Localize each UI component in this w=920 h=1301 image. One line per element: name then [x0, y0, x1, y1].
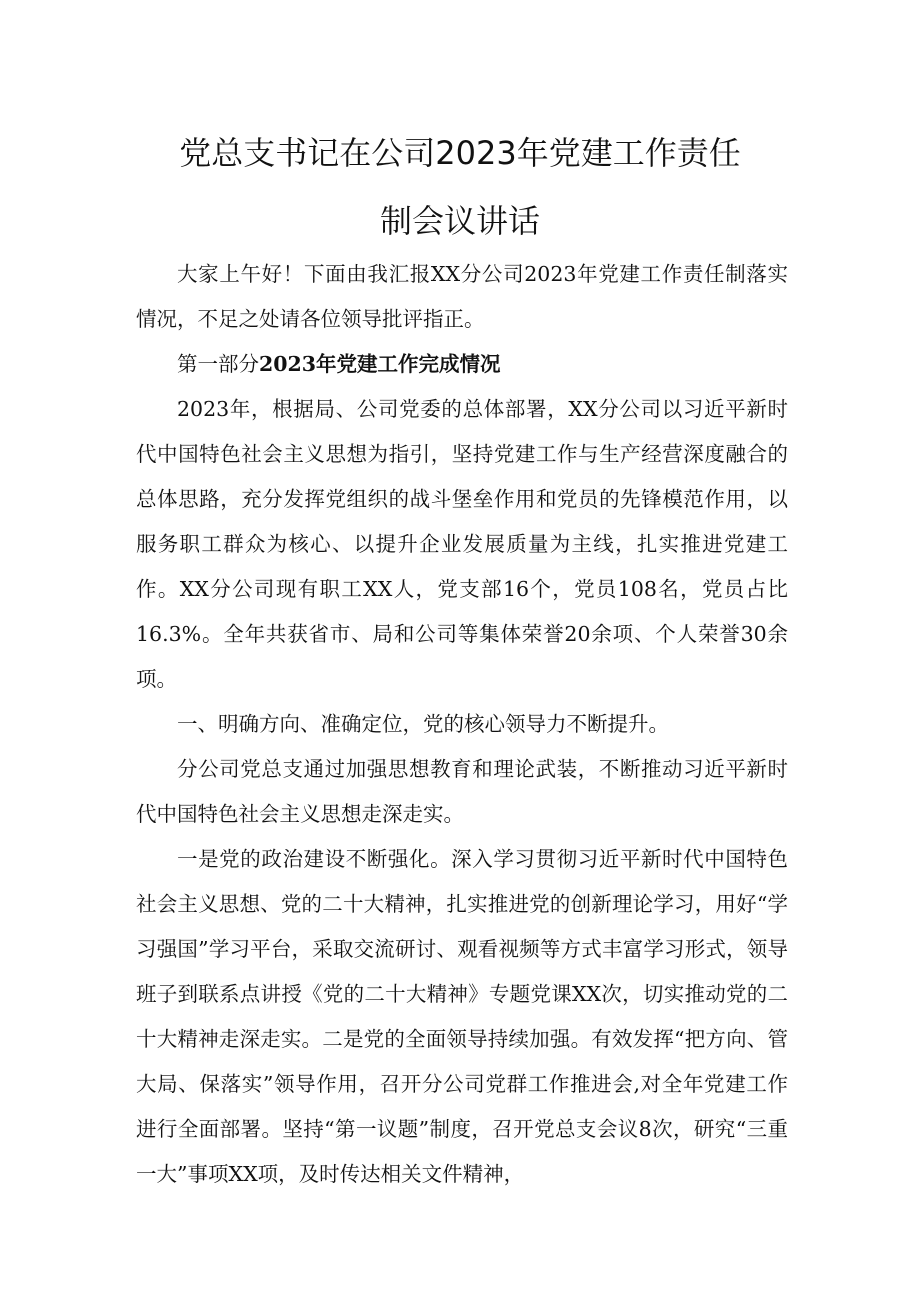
paragraph-political-construction: 一是党的政治建设不断强化。深入学习贯彻习近平新时代中国特色社会主义思想、党的二十大精神，扎实推进党的创新理论学习，用好“学习强国”学习平台，采取交流研讨、观看视频等方式丰富学习形式，领导班子到联系点讲授《党的二十大精神》专题党课XX次，切实推动党的二十大精神走深走实。二是党的全面领导持续加强。有效发挥“把方向、管大局、保落实”领导作用，召开分公司党群工作推进会,对全年党建工作进行全面部署。坚持“第一议题”制度，召开党总支会议8次，研究“三重一大”事项XX项，及时传达相关文件精神，	[136, 847, 788, 1186]
paragraph-subheading-1: 一、明确方向、准确定位，党的核心领导力不断提升。	[177, 712, 669, 736]
paragraph-greeting: 大家上午好！下面由我汇报XX分公司2023年党建工作责任制落实情况，不足之处请各位领导批评指正。	[136, 262, 788, 331]
document-body	[136, 252, 788, 1197]
document-title-line-2: 制会议讲话	[379, 202, 540, 240]
section-heading-prefix: 第一部分	[177, 352, 259, 376]
document-title-line-1: 党总支书记在公司2023年党建工作责任	[179, 134, 741, 172]
paragraph-theory: 分公司党总支通过加强思想教育和理论武装，不断推动习近平新时代中国特色社会主义思想走深走实。	[136, 757, 788, 826]
section-heading	[136, 342, 788, 387]
paragraph-overview: 2023年，根据局、公司党委的总体部署，XX分公司以习近平新时代中国特色社会主义思想为指引，坚持党建工作与生产经营深度融合的总体思路，充分发挥党组织的战斗堡垒作用和党员的先锋模范作用，以服务职工群众为核心、以提升企业发展质量为主线，扎实推进党建工作。XX分公司现有职工XX人，党支部16个，党员108名，党员占比16.3%。全年共获省市、局和公司等集体荣誉20余项、个人荣誉30余项。	[136, 397, 788, 691]
section-heading-title: 2023年党建工作完成情况	[259, 352, 501, 376]
